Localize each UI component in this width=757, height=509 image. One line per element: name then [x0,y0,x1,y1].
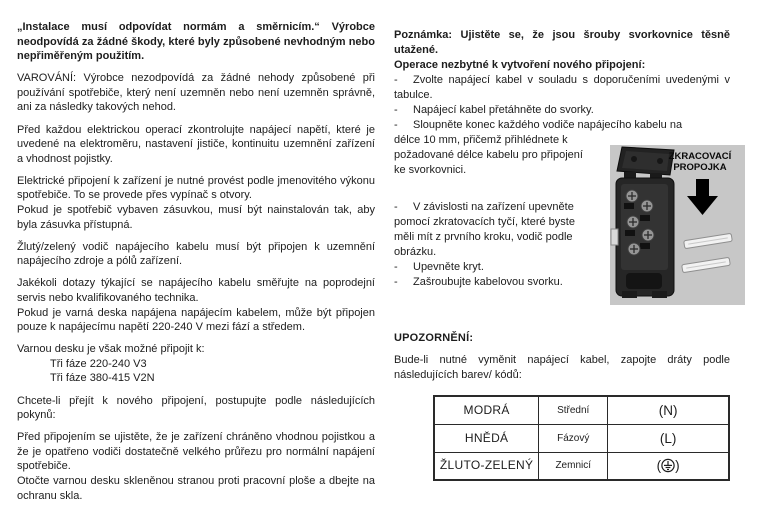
wire-symbol-cell: (L) [608,424,729,452]
step-text: Zvolte napájecí kabel v souladu s doporučeními uvedenými v tabulce. [394,74,730,101]
bullet-dash: - [394,74,398,86]
bullet-dash: - [394,201,398,213]
table-row-brown [434,424,729,452]
ground-wire-paragraph: Žlutý/zelený vodič napájecího kabelu musí být připojen k uzemnění napájecího zdroje a pólů zařízení. [17,240,375,268]
step-text: V závislosti na zařízení upevněte pomocí zkratovacích tyčí, které byste měli mít z prvního kroku, vodič podle obrázku. [394,201,575,258]
step-select-cable [394,73,730,103]
right-column [394,0,730,481]
symbol-paren-close: ) [675,458,680,474]
photo-label-line: PROPOJKA [673,162,727,173]
photo-label [656,151,744,173]
step-text: Sloupněte konec každého vodiče napájecího kabelu na [413,119,683,131]
wire-role-cell: Fázový [539,424,608,452]
terminal-block-photo [610,145,745,305]
operations-heading: Operace nezbytné k vytvoření nového připojení: [394,59,646,71]
left-column [17,0,375,509]
table-row-blue [434,396,729,424]
step-pull-cable [394,103,730,118]
pre-operation-check-paragraph: Před každou elektrickou operací zkontrolujte napájecí napětí, které je uvedené na elektroměru, nastavení jističe, kontinuitu uzemnění zařízení a vhodnost pojistky. [17,123,375,165]
step-text: Upevněte kryt. [413,261,484,273]
paragraph-line: Před připojením se ujistěte, že je zařízení chráněno vhodnou pojistkou a že je opatřeno vodiči dostatečně velkého průřezu pro normální napájení spotřebiče. [17,431,375,473]
bullet-dash: - [394,261,398,273]
bullet-dash: - [394,276,398,288]
connection-option: Tři fáze 220-240 V3 [50,357,147,370]
electrical-connection-paragraph [17,174,375,232]
step-strip-wires [394,118,730,133]
wire-role-cell: Zemnicí [539,452,608,480]
symbol-paren-open: ( [656,458,662,474]
wire-color-table [433,395,730,481]
wire-role-cell: Střední [539,396,608,424]
wire-color-cell: MODRÁ [434,396,539,424]
bullet-dash: - [394,119,398,131]
step-text: Zašroubujte kabelovou svorku. [413,276,563,288]
connection-option: Tři fáze 380-415 V2N [50,372,155,385]
wire-color-cell: HNĚDÁ [434,424,539,452]
paragraph-line: Elektrické připojení k zařízení je nutné provést podle jmenovitého výkonu spotřebiče. To se provede přes vypínač s otvory. [17,174,375,202]
note-paragraph: Poznámka: Ujistěte se, že jsou šrouby svorkovnice těsně utažené. [394,29,730,56]
step-fix-jumpers [394,200,591,260]
paragraph-line: Jakékoli dotazy týkající se napájecího kabelu směřujte na poprodejní servis nebo kvalifikovaného technika. [17,277,375,304]
photo-label-line: ZKRACOVACÍ [668,151,732,162]
earth-ground-icon [661,458,675,473]
caution-heading: UPOZORNĚNÍ: [394,332,474,344]
paragraph-line: Otočte varnou desku skleněnou stranou proti pracovní ploše a dbejte na ochranu skla. [17,475,375,502]
wire-color-cell: ŽLUTO-ZELENÝ [434,452,539,480]
new-connection-intro-paragraph: Chcete-li přejít k nového připojení, postupujte podle následujících pokynů: [17,394,375,422]
cable-questions-paragraph [17,276,375,334]
step-strip-wires-continued: délce 10 mm, přičemž přihlédnete k požadované délce kabelu pro připojení ke svorkovnici. [394,134,583,176]
hob-connection-options [17,342,375,386]
paragraph-line: Pokud je spotřebič vybaven zásuvkou, musí být nainstalován tak, aby byla zásuvka přístupná. [17,204,375,231]
before-connection-paragraph [17,430,375,503]
paragraph-line: Pokud je varná deska napájena napájecím kabelem, může být připojen pouze k napájecímu napětí 220-240 V mezi fází a středem. [17,306,375,334]
bullet-dash: - [394,104,398,116]
connection-options-intro: Varnou desku je však možné připojit k: [17,343,205,356]
table-row-yellow-green [434,452,729,480]
caution-text: Bude-li nutné vyměnit napájecí kabel, zapojte dráty podle následujících barev/ kódů: [394,354,730,381]
wire-symbol-cell: (N) [608,396,729,424]
wire-symbol-cell [608,452,729,480]
step-text: Napájecí kabel přetáhněte do svorky. [413,104,594,116]
installation-standards-paragraph: „Instalace musí odpovídat normám a směrnicím.“ Výrobce neodpovídá za žádné škody, které byly způsobené nevhodným nebo nepřiměřeným použitím. [17,21,375,63]
warning-paragraph: VAROVÁNÍ: Výrobce nezodpovídá za žádné nehody způsobené při používání spotřebiče, který není uzemněn nebo není uzemněn správně, ani za následky takových nehod. [17,72,375,114]
